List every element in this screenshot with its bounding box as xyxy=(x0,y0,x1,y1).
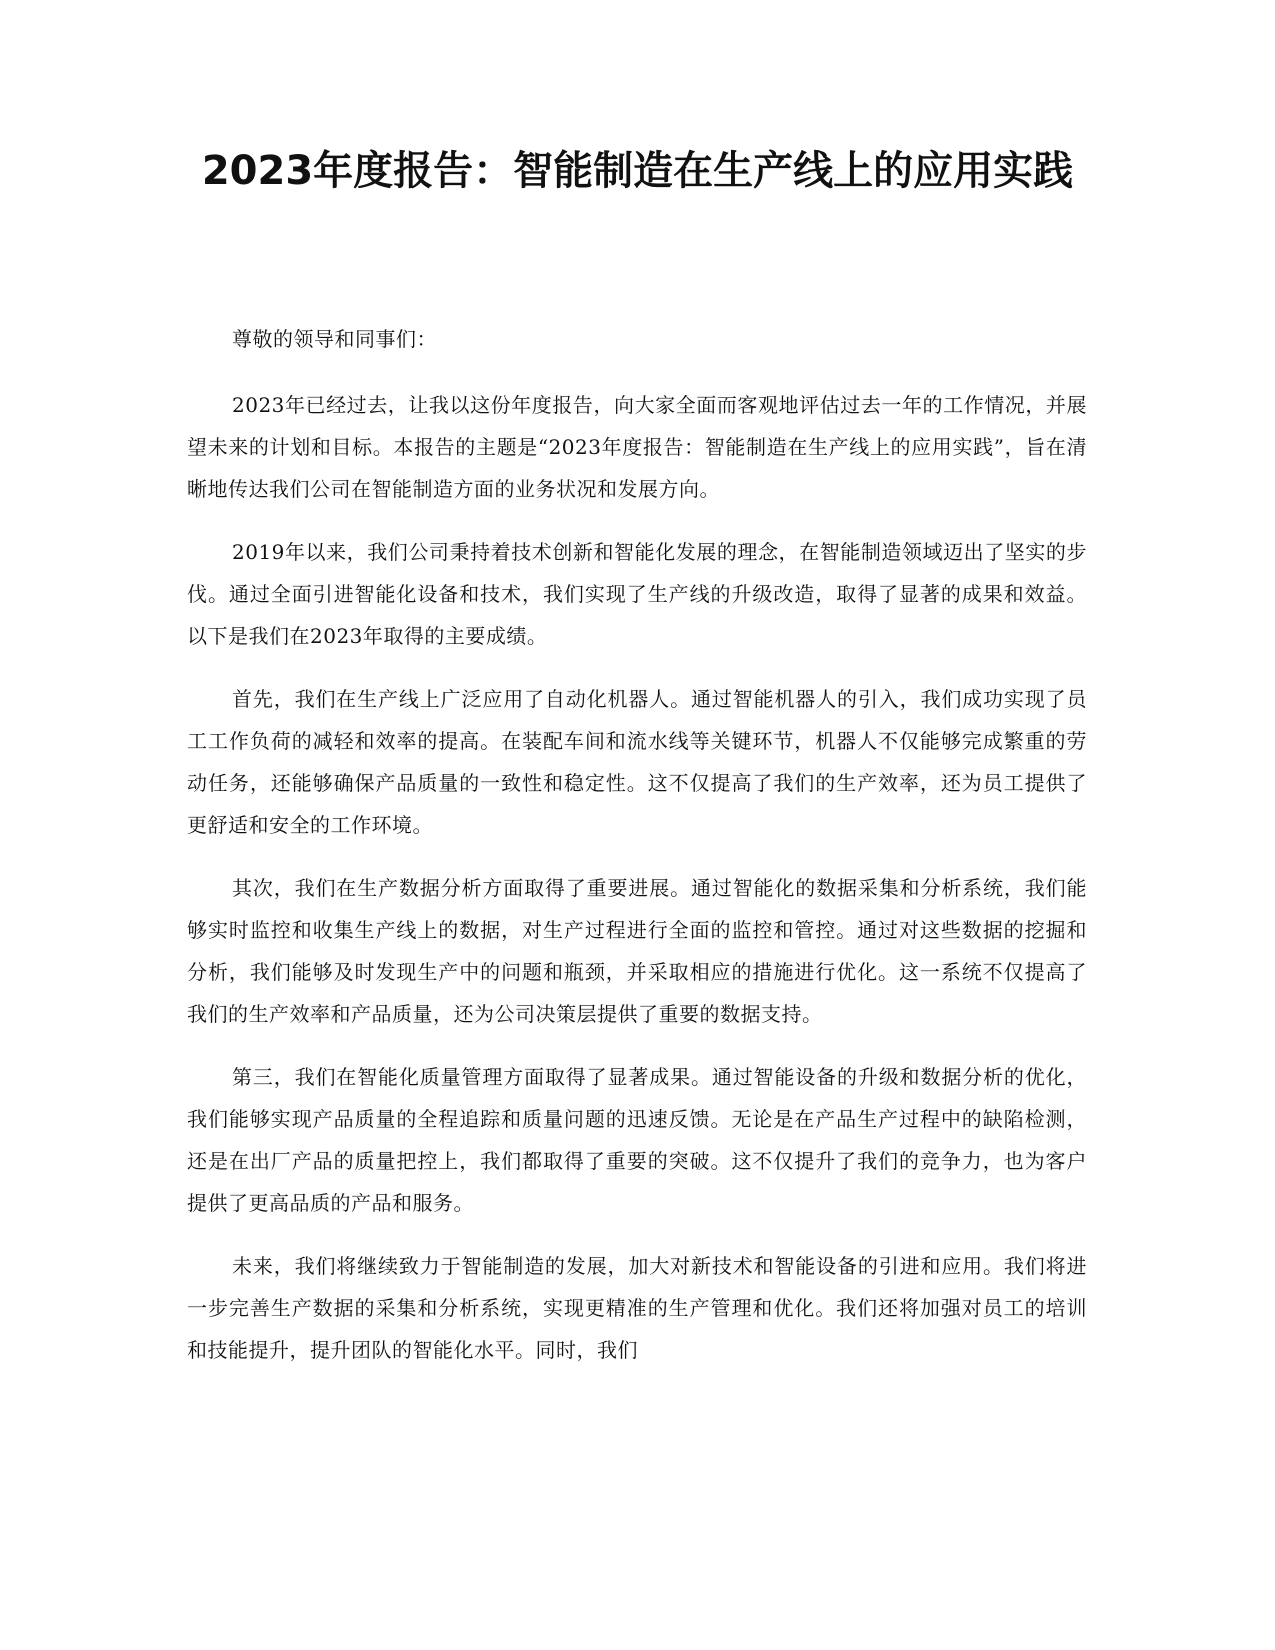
document-body xyxy=(187,318,1087,1392)
robotics-paragraph: 首先，我们在生产线上广泛应用了自动化机器人。通过智能机器人的引入，我们成功实现了员工工作负荷的减轻和效率的提高。在装配车间和流水线等关键环节，机器人不仅能够完成繁重的劳动任务，还能够确保产品质量的一致性和稳定性。这不仅提高了我们的生产效率，还为员工提供了更舒适和安全的工作环境。 xyxy=(187,687,1087,837)
document-title: 2023年度报告：智能制造在生产线上的应用实践 xyxy=(201,148,1074,194)
salutation-paragraph: 尊敬的领导和同事们： xyxy=(232,327,437,351)
data-analysis-paragraph: 其次，我们在生产数据分析方面取得了重要进展。通过智能化的数据采集和分析系统，我们能够实时监控和收集生产线上的数据，对生产过程进行全面的监控和管控。通过对这些数据的挖掘和分析，我们能够及时发现生产中的问题和瓶颈，并采取相应的措施进行优化。这一系统不仅提高了我们的生产效率和产品质量，还为公司决策层提供了重要的数据支持。 xyxy=(187,876,1087,1026)
quality-management-paragraph: 第三，我们在智能化质量管理方面取得了显著成果。通过智能设备的升级和数据分析的优化，我们能够实现产品质量的全程追踪和质量问题的迅速反馈。无论是在产品生产过程中的缺陷检测，还是在出厂产品的质量把控上，我们都取得了重要的突破。这不仅提升了我们的竞争力，也为客户提供了更高品质的产品和服务。 xyxy=(187,1065,1087,1215)
background-paragraph: 2019年以来，我们公司秉持着技术创新和智能化发展的理念，在智能制造领域迈出了坚实的步伐。通过全面引进智能化设备和技术，我们实现了生产线的升级改造，取得了显著的成果和效益。以下是我们在2023年取得的主要成绩。 xyxy=(187,540,1087,648)
intro-paragraph: 2023年已经过去，让我以这份年度报告，向大家全面而客观地评估过去一年的工作情况，并展望未来的计划和目标。本报告的主题是“2023年度报告：智能制造在生产线上的应用实践”，旨在清晰地传达我们公司在智能制造方面的业务状况和发展方向。 xyxy=(187,393,1087,501)
future-plans-paragraph: 未来，我们将继续致力于智能制造的发展，加大对新技术和智能设备的引进和应用。我们将进一步完善生产数据的采集和分析系统，实现更精准的生产管理和优化。我们还将加强对员工的培训和技能提升，提升团队的智能化水平。同时，我们 xyxy=(187,1254,1087,1362)
